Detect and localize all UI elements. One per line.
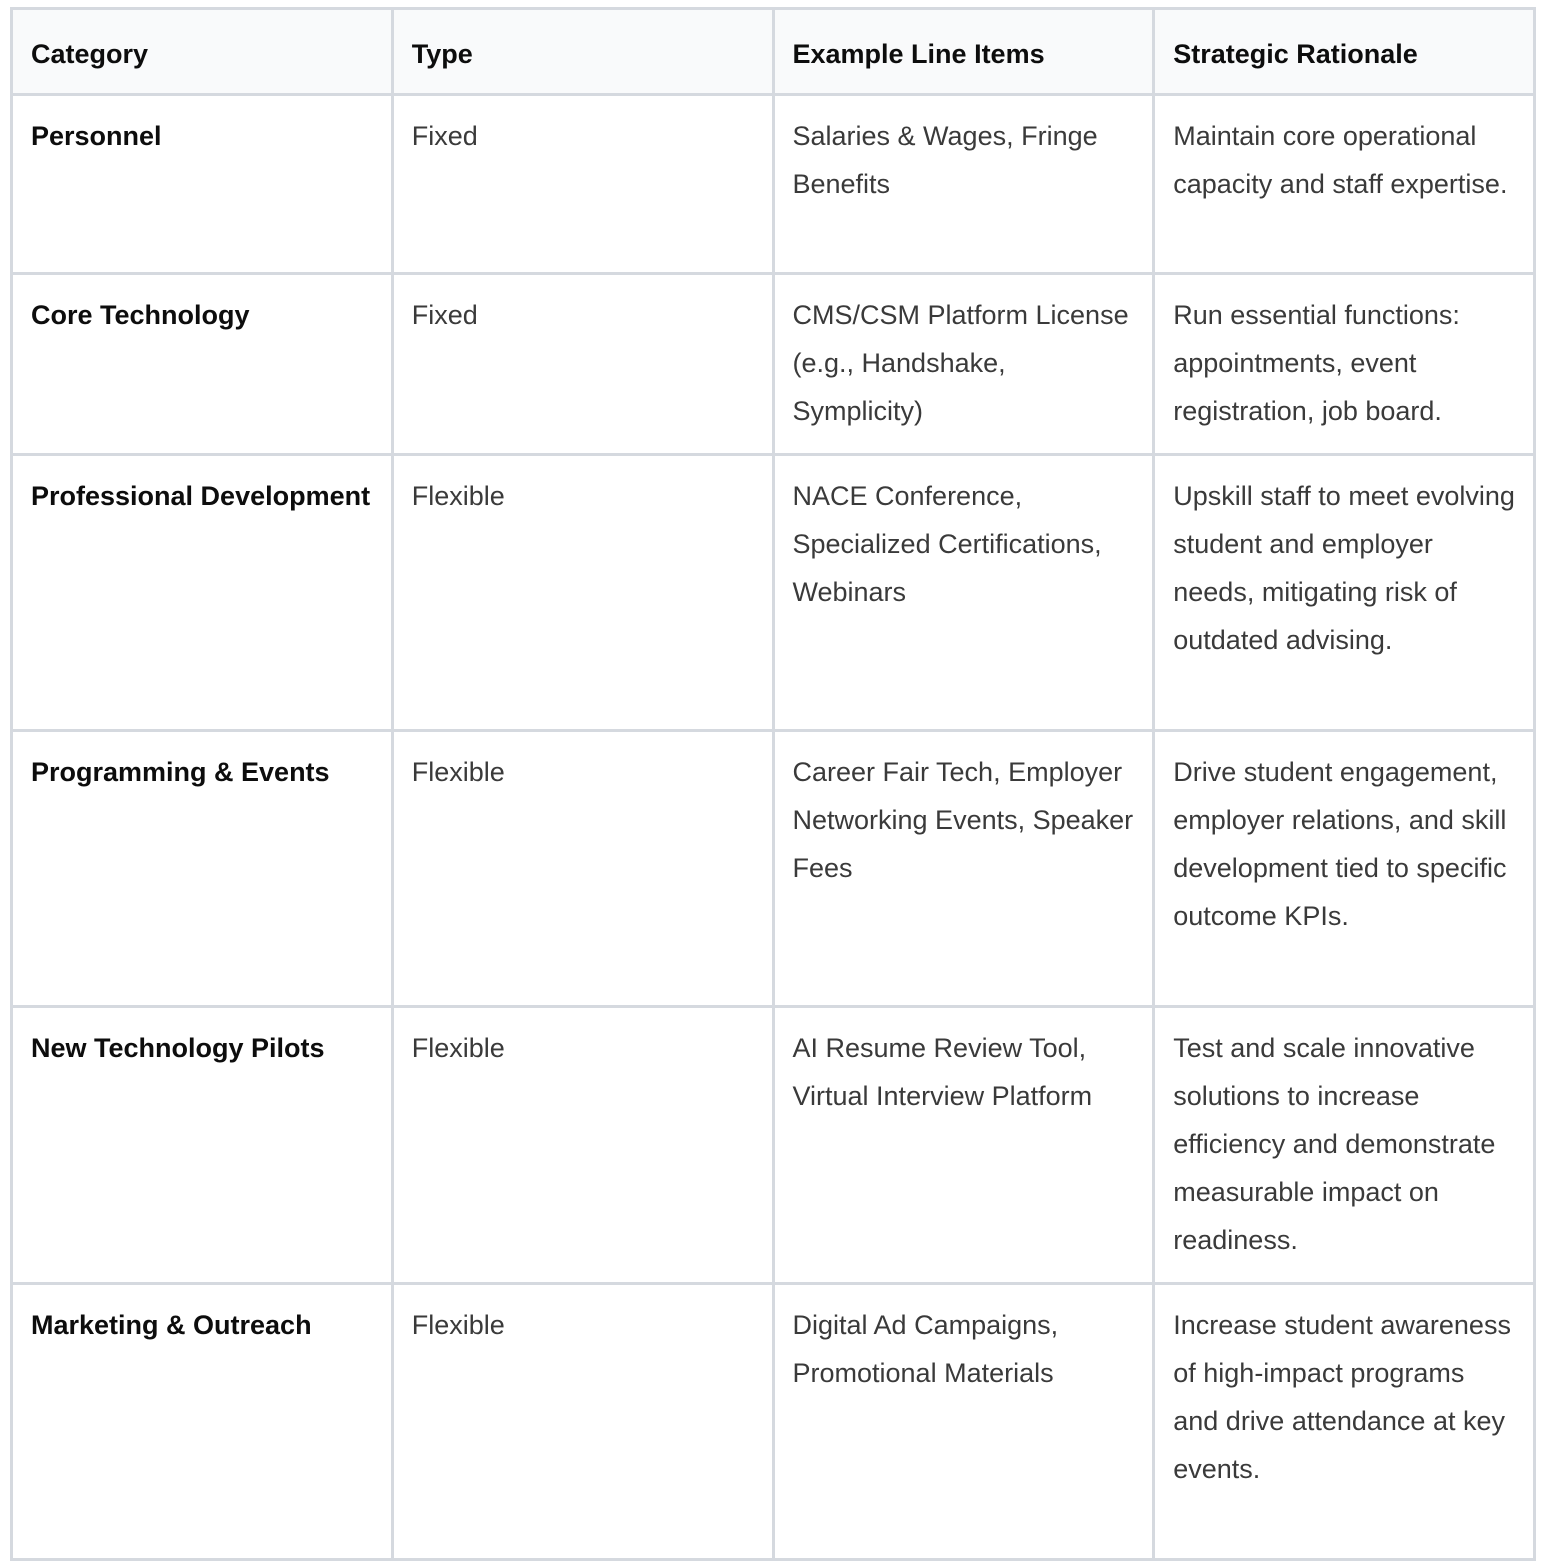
cell-type: Flexible xyxy=(392,731,773,1007)
cell-examples: NACE Conference, Specialized Certifications, Webinars xyxy=(773,455,1154,731)
cell-category: Marketing & Outreach xyxy=(12,1284,393,1560)
table-row xyxy=(12,731,1535,1007)
cell-category: Professional Development xyxy=(12,455,393,731)
cell-type: Flexible xyxy=(392,1284,773,1560)
table-row xyxy=(12,274,1535,455)
cell-type: Flexible xyxy=(392,455,773,731)
cell-examples: Digital Ad Campaigns, Promotional Materials xyxy=(773,1284,1154,1560)
cell-rationale: Upskill staff to meet evolving student and employer needs, mitigating risk of outdated advising. xyxy=(1154,455,1535,731)
cell-examples: AI Resume Review Tool, Virtual Interview Platform xyxy=(773,1007,1154,1284)
cell-examples: CMS/CSM Platform License (e.g., Handshake, Symplicity) xyxy=(773,274,1154,455)
header-category: Category xyxy=(12,9,393,95)
cell-category: Core Technology xyxy=(12,274,393,455)
cell-examples: Salaries & Wages, Fringe Benefits xyxy=(773,95,1154,274)
table-row xyxy=(12,1007,1535,1284)
cell-type: Flexible xyxy=(392,1007,773,1284)
header-type: Type xyxy=(392,9,773,95)
cell-type: Fixed xyxy=(392,95,773,274)
cell-rationale: Drive student engagement, employer relations, and skill development tied to specific outcome KPIs. xyxy=(1154,731,1535,1007)
header-strategic-rationale: Strategic Rationale xyxy=(1154,9,1535,95)
table-header-row xyxy=(12,9,1535,95)
header-example-line-items: Example Line Items xyxy=(773,9,1154,95)
table-row xyxy=(12,95,1535,274)
cell-rationale: Increase student awareness of high-impact programs and drive attendance at key events. xyxy=(1154,1284,1535,1560)
cell-examples: Career Fair Tech, Employer Networking Events, Speaker Fees xyxy=(773,731,1154,1007)
cell-category: Personnel xyxy=(12,95,393,274)
cell-rationale: Test and scale innovative solutions to increase efficiency and demonstrate measurable impact on readiness. xyxy=(1154,1007,1535,1284)
cell-category: Programming & Events xyxy=(12,731,393,1007)
table-row xyxy=(12,455,1535,731)
table-row xyxy=(12,1284,1535,1560)
cell-type: Fixed xyxy=(392,274,773,455)
cell-rationale: Maintain core operational capacity and staff expertise. xyxy=(1154,95,1535,274)
cell-category: New Technology Pilots xyxy=(12,1007,393,1284)
budget-category-table xyxy=(10,7,1536,1561)
cell-rationale: Run essential functions: appointments, event registration, job board. xyxy=(1154,274,1535,455)
